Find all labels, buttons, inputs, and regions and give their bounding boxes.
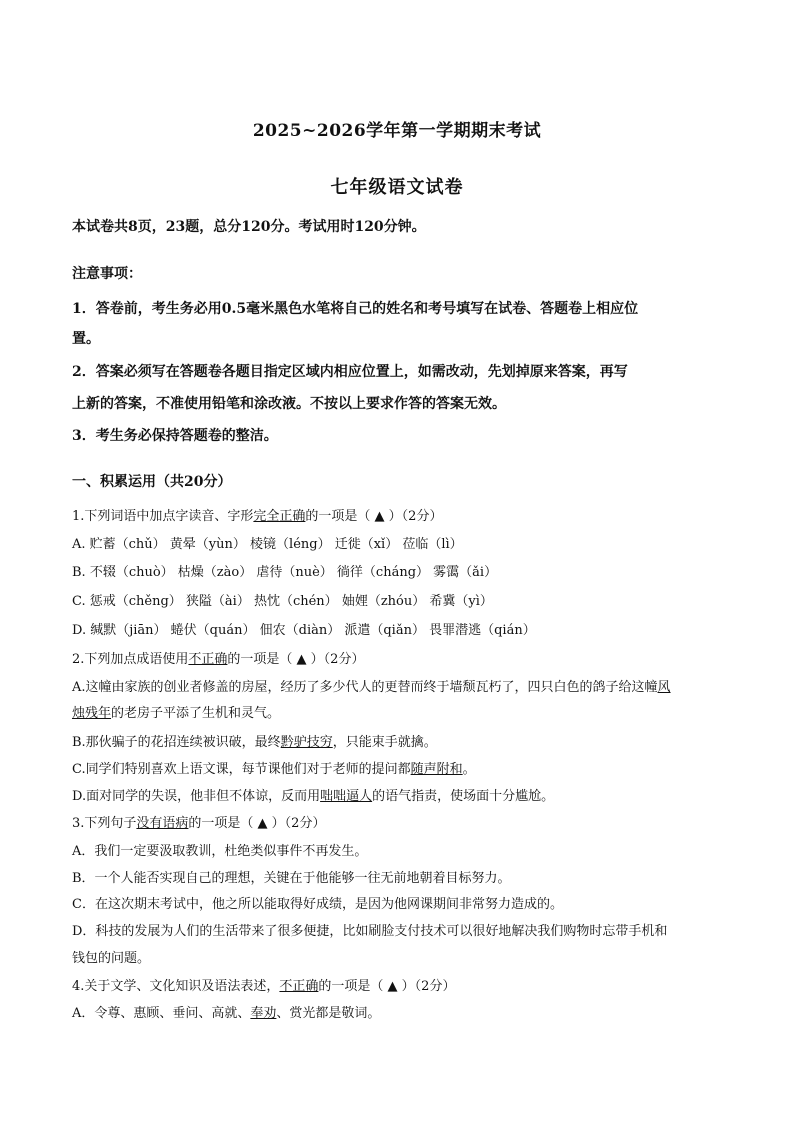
notice-item-1: 1．答卷前，考生务必用0.5毫米黑色水笔将自己的姓名和考号填写在试卷、答题卷上相应位 — [72, 301, 639, 317]
question-2-option-c — [72, 758, 476, 777]
question-4-stem — [72, 975, 455, 994]
stem-text: 的一项是（ ▲ ）（2分） — [318, 979, 456, 994]
question-3-option-b: B．一个人能否实现自己的理想，关键在于他能够一往无前地朝着目标努力。 — [72, 871, 511, 886]
option-text: A．令尊、惠顾、垂问、高就、 — [72, 1006, 251, 1021]
question-3-option-c: C．在这次期末考试中，他之所以能取得好成绩，是因为他网课期间非常努力造成的。 — [72, 897, 563, 912]
question-1-stem — [72, 505, 442, 524]
question-1-option-c: C. 惩戒（chěng） 狭隘（ài） 热忱（chén） 妯娌（zhóu） 希冀（yì） — [72, 594, 493, 609]
question-1-option-d: D. 缄默（jiān） 蜷伏（quán） 佃农（diàn） 派遣（qiǎn） 畏罪潜逃（qián） — [72, 623, 536, 638]
option-underlined: 烛残年 — [72, 706, 112, 721]
question-1-option-b: B. 不辍（chuò） 枯燥（zào） 虐待（nuè） 徜徉（cháng） 雾霭（ǎi） — [72, 565, 498, 580]
option-text: D.面对同学的失误，他非但不体谅，反而用 — [72, 789, 321, 804]
stem-text: 2.下列加点成语使用 — [72, 652, 189, 667]
notice-item-1-cont: 置。 — [72, 331, 100, 347]
question-3-option-d-cont: 钱包的问题。 — [72, 951, 151, 966]
stem-text: 的一项是（ ▲ ）（2分） — [188, 816, 326, 831]
option-text: 、赏光都是敬词。 — [276, 1006, 381, 1021]
question-1-option-a: A. 贮蓄（chǔ） 黄晕（yùn） 棱镜（léng） 迁徙（xǐ） 莅临（lì） — [72, 537, 463, 552]
question-2-option-d — [72, 785, 554, 804]
notice-item-3: 3．考生务必保持答题卷的整洁。 — [72, 428, 278, 444]
stem-text: 的一项是（ ▲ ）（2分） — [227, 652, 365, 667]
stem-underlined: 不正确 — [279, 979, 319, 994]
question-3-option-a: A．我们一定要汲取教训，杜绝类似事件不再发生。 — [72, 844, 368, 859]
section-heading: 一、积累运用（共20分） — [72, 474, 232, 490]
option-text: 的老房子平添了生机和灵气。 — [111, 706, 281, 721]
notice-item-2: 2．答案必须写在答题卷各题目指定区域内相应位置上，如需改动，先划掉原来答案，再写 — [72, 364, 628, 380]
question-2-option-b — [72, 731, 437, 750]
stem-text: 4.关于文学、文化知识及语法表述， — [72, 979, 280, 994]
stem-underlined: 完全正确 — [253, 509, 306, 524]
question-3-option-d: D．科技的发展为人们的生活带来了很多便捷，比如刷脸支付技术可以很好地解决我们购物时忘带手机和 — [72, 924, 668, 939]
option-text: 。 — [462, 762, 476, 777]
question-2-option-a-cont — [72, 702, 280, 721]
stem-underlined: 没有语病 — [136, 816, 189, 831]
question-2-stem — [72, 648, 364, 667]
question-4-option-a — [72, 1002, 380, 1021]
option-underlined: 风 — [657, 680, 671, 695]
question-2-option-a — [72, 676, 671, 695]
option-underlined: 黔驴技穷 — [280, 735, 333, 750]
exam-title: 2025~2026学年第一学期期末考试 — [252, 121, 542, 141]
option-text: 的语气指责，使场面十分尴尬。 — [372, 789, 555, 804]
option-text: C.同学们特别喜欢上语文课，每节课他们对于老师的提问都 — [72, 762, 411, 777]
exam-intro: 本试卷共8页，23题，总分120分。考试用时120分钟。 — [72, 219, 426, 235]
option-text: ，只能束手就擒。 — [332, 735, 437, 750]
stem-underlined: 不正确 — [188, 652, 228, 667]
stem-text: 1.下列词语中加点字读音、字形 — [72, 509, 254, 524]
option-underlined: 咄咄逼人 — [320, 789, 373, 804]
option-text: A.这幢由家族的创业者修盖的房屋，经历了多少代人的更替而终于墙颓瓦朽了，四只白色的鸽子给这幢 — [72, 680, 658, 695]
question-3-stem — [72, 812, 325, 831]
notice-heading: 注意事项： — [72, 266, 142, 282]
stem-text: 3.下列句子 — [72, 816, 137, 831]
notice-item-2-cont: 上新的答案，不准使用铅笔和涂改液。不按以上要求作答的答案无效。 — [72, 396, 506, 412]
option-text: B.那伙骗子的花招连续被识破，最终 — [72, 735, 281, 750]
stem-text: 的一项是（ ▲ ）（2分） — [305, 509, 443, 524]
exam-subtitle: 七年级语文试卷 — [330, 177, 464, 198]
option-underlined: 奉劝 — [250, 1006, 277, 1021]
option-underlined: 随声附和 — [410, 762, 463, 777]
